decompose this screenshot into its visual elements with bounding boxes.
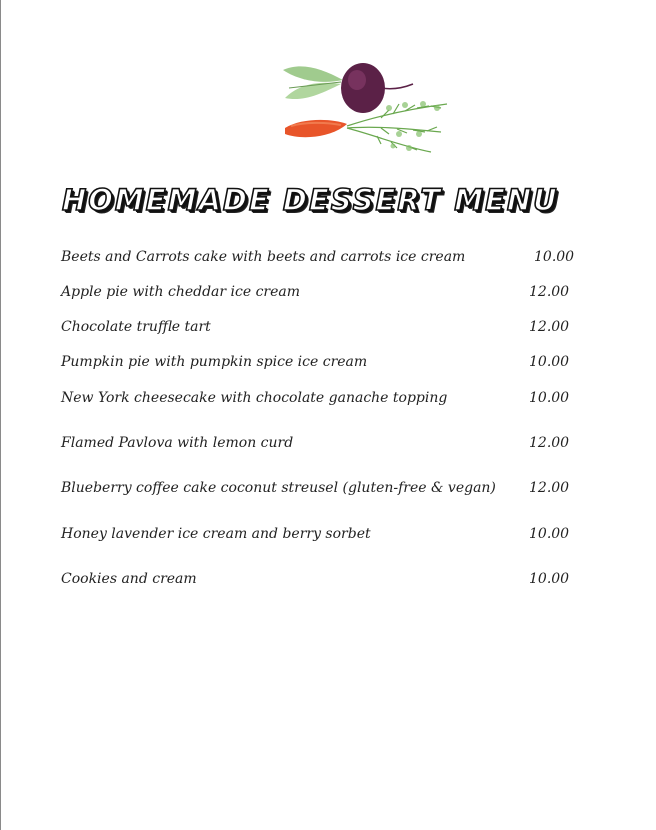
menu-item	[61, 354, 581, 374]
menu-item	[61, 526, 581, 546]
menu-item	[61, 249, 581, 269]
menu-item-price: 10.00	[529, 526, 570, 542]
menu-item-price: 12.00	[529, 480, 570, 496]
menu-item-name: Blueberry coffee cake coconut streusel (gluten-free & vegan)	[61, 480, 496, 496]
menu-item-name: Apple pie with cheddar ice cream	[61, 284, 301, 300]
menu-item-price: 12.00	[529, 319, 570, 335]
menu-item-name: Flamed Pavlova with lemon curd	[61, 435, 294, 451]
menu-item-price: 10.00	[529, 571, 570, 587]
menu-item	[61, 284, 581, 304]
menu-item-price: 12.00	[529, 435, 570, 451]
menu-title: HOMEMADE DESSERT MENU	[62, 183, 559, 217]
menu-item-price: 10.00	[529, 354, 570, 370]
beet-and-carrot-illustration-icon	[281, 58, 461, 158]
menu-item	[61, 480, 581, 500]
menu-item	[61, 390, 581, 410]
menu-item-price: 12.00	[529, 284, 570, 300]
menu-item-price: 10.00	[529, 390, 570, 406]
menu-item	[61, 435, 581, 455]
menu-item-name: Chocolate truffle tart	[61, 319, 211, 335]
menu-item-name: Cookies and cream	[61, 571, 197, 587]
menu-item-name: Pumpkin pie with pumpkin spice ice cream	[61, 354, 368, 370]
menu-item-price: 10.00	[534, 249, 575, 265]
menu-item-name: New York cheesecake with chocolate ganache topping	[61, 390, 448, 406]
menu-item	[61, 319, 581, 339]
menu-item-name: Honey lavender ice cream and berry sorbet	[61, 526, 371, 542]
menu-item	[61, 571, 581, 591]
menu-item-name: Beets and Carrots cake with beets and carrots ice cream	[61, 249, 466, 265]
